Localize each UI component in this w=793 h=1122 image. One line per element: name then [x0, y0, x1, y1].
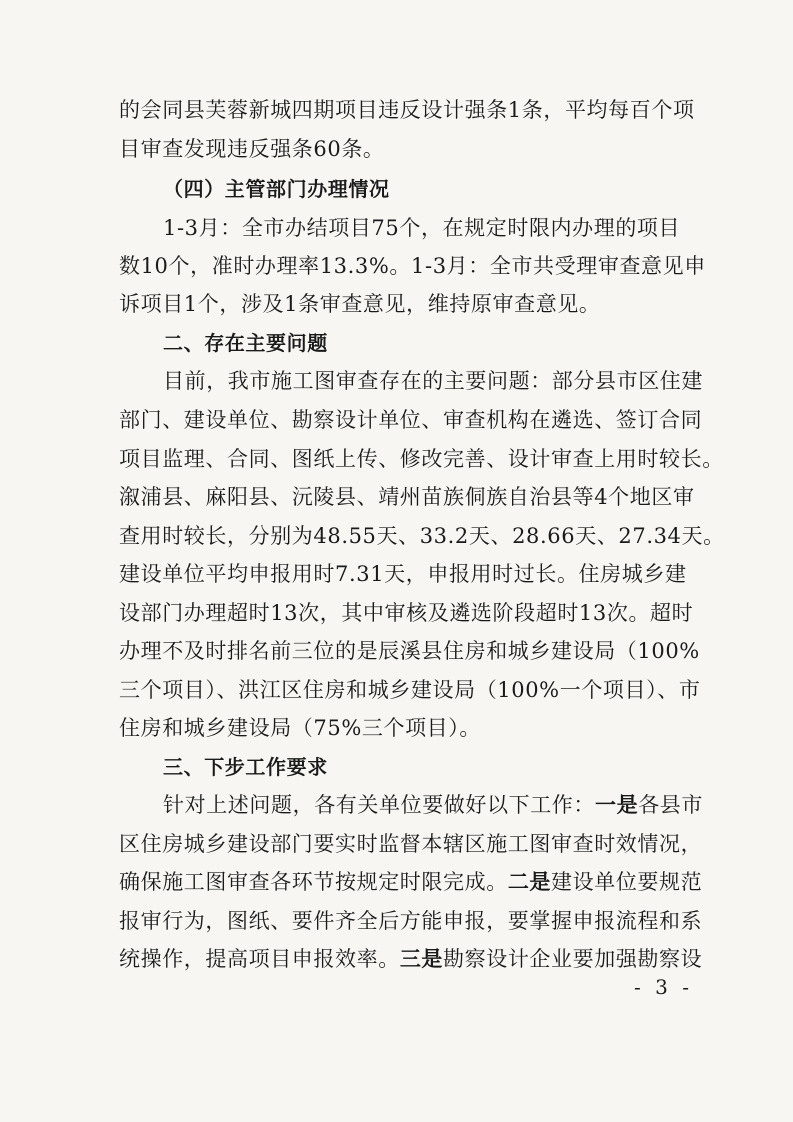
paragraph-line: [119, 946, 702, 972]
paragraph-line: 数10个，准时办理率13.3%。1-3月：全市共受理审查意见申: [119, 254, 706, 278]
line-text: 建设单位要规范: [551, 870, 703, 894]
section-heading: （四）主管部门办理情况: [163, 177, 390, 201]
paragraph-line: 设部门办理超时13次，其中审核及遴选阶段超时13次。超时: [119, 601, 694, 625]
line-text: 确保施工图审查各环节按规定时限完成。: [119, 870, 508, 894]
paragraph-line: 查用时较长，分别为48.55天、33.2天、28.66天、27.34天。: [119, 524, 725, 548]
paragraph-line: 诉项目1个，涉及1条审查意见，维持原审查意见。: [119, 292, 601, 316]
line-text: 针对上述问题，各有关单位要做好以下工作：: [163, 793, 595, 817]
page-number: - 3 -: [634, 975, 693, 999]
paragraph-line: 溆浦县、麻阳县、沅陵县、靖州苗族侗族自治县等4个地区审: [119, 485, 695, 509]
paragraph-line: 住房和城乡建设局（75%三个项目）。: [119, 716, 481, 740]
line-text: 统操作，提高项目申报效率。: [119, 947, 400, 971]
paragraph-line: 区住房城乡建设部门要实时监督本辖区施工图审查时效情况，: [119, 832, 703, 856]
paragraph-line: 目前，我市施工图审查存在的主要问题：部分县市区住建: [163, 369, 703, 393]
paragraph-line: 办理不及时排名前三位的是辰溪县住房和城乡建设局（100%: [119, 639, 700, 663]
paragraph-line: 项目监理、合同、图纸上传、修改完善、设计审查上用时较长。: [119, 447, 724, 471]
paragraph-line: 建设单位平均申报用时7.31天，申报用时过长。住房城乡建: [119, 562, 687, 586]
paragraph-line: 部门、建设单位、勘察设计单位、审查机构在遴选、签订合同: [119, 408, 703, 432]
line-text: 各县市: [638, 793, 704, 817]
paragraph-line: 报审行为，图纸、要件齐全后方能申报，要掌握申报流程和系: [119, 909, 703, 933]
line-text: 勘察设计企业要加强勘察设: [443, 947, 703, 971]
paragraph-line: [163, 792, 703, 818]
paragraph-line: 三个项目）、洪江区住房和城乡建设局（100%一个项目）、市: [119, 678, 701, 702]
paragraph-line: 1-3月：全市办结项目75个，在规定时限内办理的项目: [163, 216, 681, 240]
paragraph-line: 目审查发现违反强条60条。: [119, 137, 385, 161]
paragraph-line: 的会同县芙蓉新城四期项目违反设计强条1条，平均每百个项: [119, 98, 695, 122]
section-heading: 二、存在主要问题: [163, 331, 328, 355]
emphasis-text: 二是: [507, 869, 552, 894]
emphasis-text: 一是: [595, 792, 639, 817]
section-heading: 三、下步工作要求: [163, 755, 328, 779]
paragraph-line: [119, 869, 702, 895]
emphasis-text: 三是: [399, 946, 444, 971]
